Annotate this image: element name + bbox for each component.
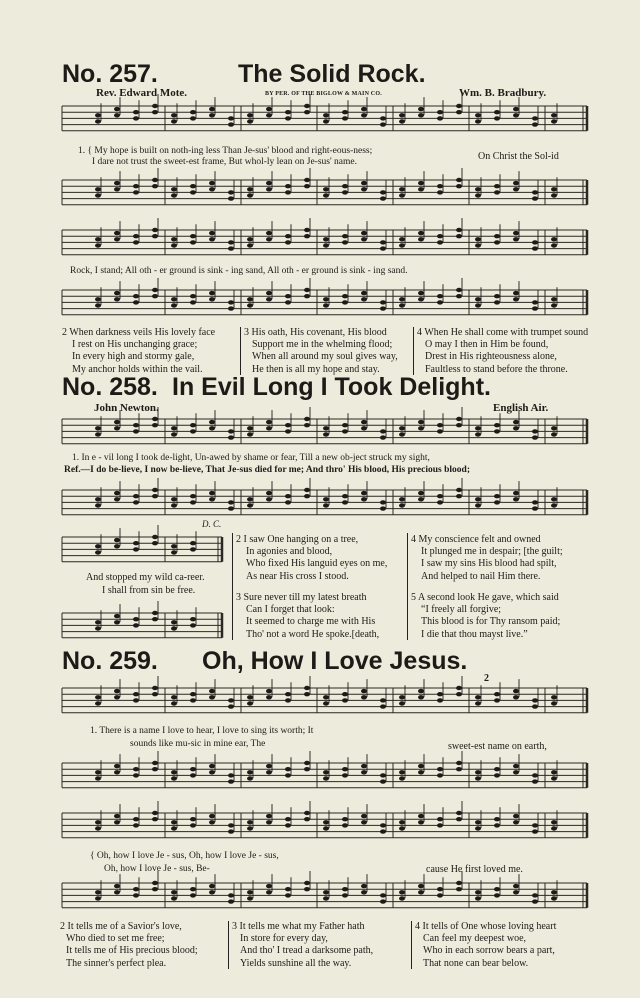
hymn-259-lyric-line1c: sweet-est name on earth, bbox=[448, 741, 547, 752]
notes bbox=[95, 94, 557, 904]
hymn-259-lyric-line1b: sounds like mu-sic in mine ear, The bbox=[130, 739, 266, 749]
hymn-258-number: No. 258. bbox=[62, 373, 158, 401]
hymn-257-lyric-line2: I dare not trust the sweet-est frame, But whol-ly lean on Je-sus' name. bbox=[92, 157, 357, 167]
hymn-257-permission: BY PER. OF THE BIGLOW & MAIN CO. bbox=[265, 91, 382, 97]
hymn-258-verse-5: 5 A second look He gave, which said “I freely all forgive; This blood is for Thy ransom paid; I die that thou mayst live.” bbox=[411, 592, 561, 640]
hymn-258-author: John Newton. bbox=[94, 402, 159, 414]
hymn-257-author: Rev. Edward Mote. bbox=[96, 87, 188, 99]
hymn-259-lyric-line1: 1. There is a name I love to hear, I love to sing its worth; It bbox=[90, 726, 314, 736]
hymn-258-lyric-line3: And stopped my wild ca-reer. bbox=[86, 572, 205, 583]
hymn-257-title: The Solid Rock. bbox=[238, 60, 426, 88]
hymn-257-composer: Wm. B. Bradbury. bbox=[459, 87, 547, 99]
hymn-258-title: In Evil Long I Took Delight. bbox=[172, 373, 491, 401]
divider bbox=[407, 533, 408, 640]
hymn-259-chorus-2: Oh, how I love Je - sus, Be- bbox=[104, 864, 210, 874]
divider bbox=[228, 921, 229, 969]
hymn-257-lyric-line1: 1. { My hope is built on noth-ing less Than Je-sus' blood and right-eous-ness; bbox=[78, 146, 373, 156]
hymn-259-chorus-1: { Oh, how I love Je - sus, Oh, how I love Je - sus, bbox=[90, 851, 279, 861]
hymn-257-refrain: Rock, I stand; All oth - er ground is sink - ing sand, All oth - er ground is sink - ing sand. bbox=[70, 266, 408, 276]
divider bbox=[240, 327, 241, 375]
hymn-258-lyric-line1: 1. In e - vil long I took de-light, Un-awed by shame or fear, Till a new ob-ject struck my sight, bbox=[72, 453, 430, 463]
divider bbox=[232, 533, 233, 640]
hymn-258-verse-2: 2 I saw One hanging on a tree, In agonies and blood, Who fixed His languid eyes on me, As near His cross I stood. bbox=[236, 534, 388, 582]
hymn-258-refrain-line: Ref.—I do be-lieve, I now be-lieve, That Je-sus died for me; And thro' His blood, His precious blood; bbox=[64, 465, 470, 475]
hymn-257-number: No. 257. bbox=[62, 60, 158, 88]
hymn-259-verse-3: 3 It tells me what my Father hath In store for every day, And tho' I tread a darksome path, Yields sunshine all the way. bbox=[232, 921, 374, 969]
hymn-259-verse-2: 2 It tells me of a Savior's love, Who died to set me free; It tells me of His precious blood; The sinner's perfect plea. bbox=[60, 921, 198, 969]
hymn-258-verse-3: 3 Sure never till my latest breath Can I forget that look: It seemed to charge me with His Tho' not a word He spoke.[death, bbox=[236, 592, 380, 640]
hymn-259-title: Oh, How I Love Jesus. bbox=[202, 647, 468, 675]
hymn-259-ending-mark: 2 bbox=[484, 673, 489, 684]
hymn-258-lyric-line4: I shall from sin be free. bbox=[102, 585, 196, 596]
hymn-258-verse-4: 4 My conscience felt and owned It plunged me in despair; [the guilt; I saw my sins His blood had spilt, And helped to nail Him there. bbox=[411, 534, 563, 582]
divider bbox=[413, 327, 414, 375]
hymn-259-number: No. 259. bbox=[62, 647, 158, 675]
hymn-257-verse-4: 4 When He shall come with trumpet sound O may I then in Him be found, Drest in His righteousness alone, Faultless to stand before the throne. bbox=[417, 327, 589, 375]
divider bbox=[411, 921, 412, 969]
hymn-259-verse-4: 4 It tells of One whose loving heart Can feel my deepest woe, Who in each sorrow bears a part, That none can bear below. bbox=[415, 921, 557, 969]
hymn-258-composer: English Air. bbox=[493, 402, 549, 414]
hymn-258-dc: D. C. bbox=[202, 519, 222, 529]
hymn-257-verse-2: 2 When darkness veils His lovely face I rest on His unchanging grace; In every high and stormy gale, My anchor holds within the vail. bbox=[62, 327, 216, 375]
hymn-259-chorus-3: cause He first loved me. bbox=[426, 864, 523, 875]
hymn-257-verse-3: 3 His oath, His covenant, His blood Support me in the whelming flood; When all around my soul gives way, He then is all my hope and stay. bbox=[244, 327, 398, 375]
hymn-257-refrain-start: On Christ the Sol-id bbox=[478, 151, 559, 162]
